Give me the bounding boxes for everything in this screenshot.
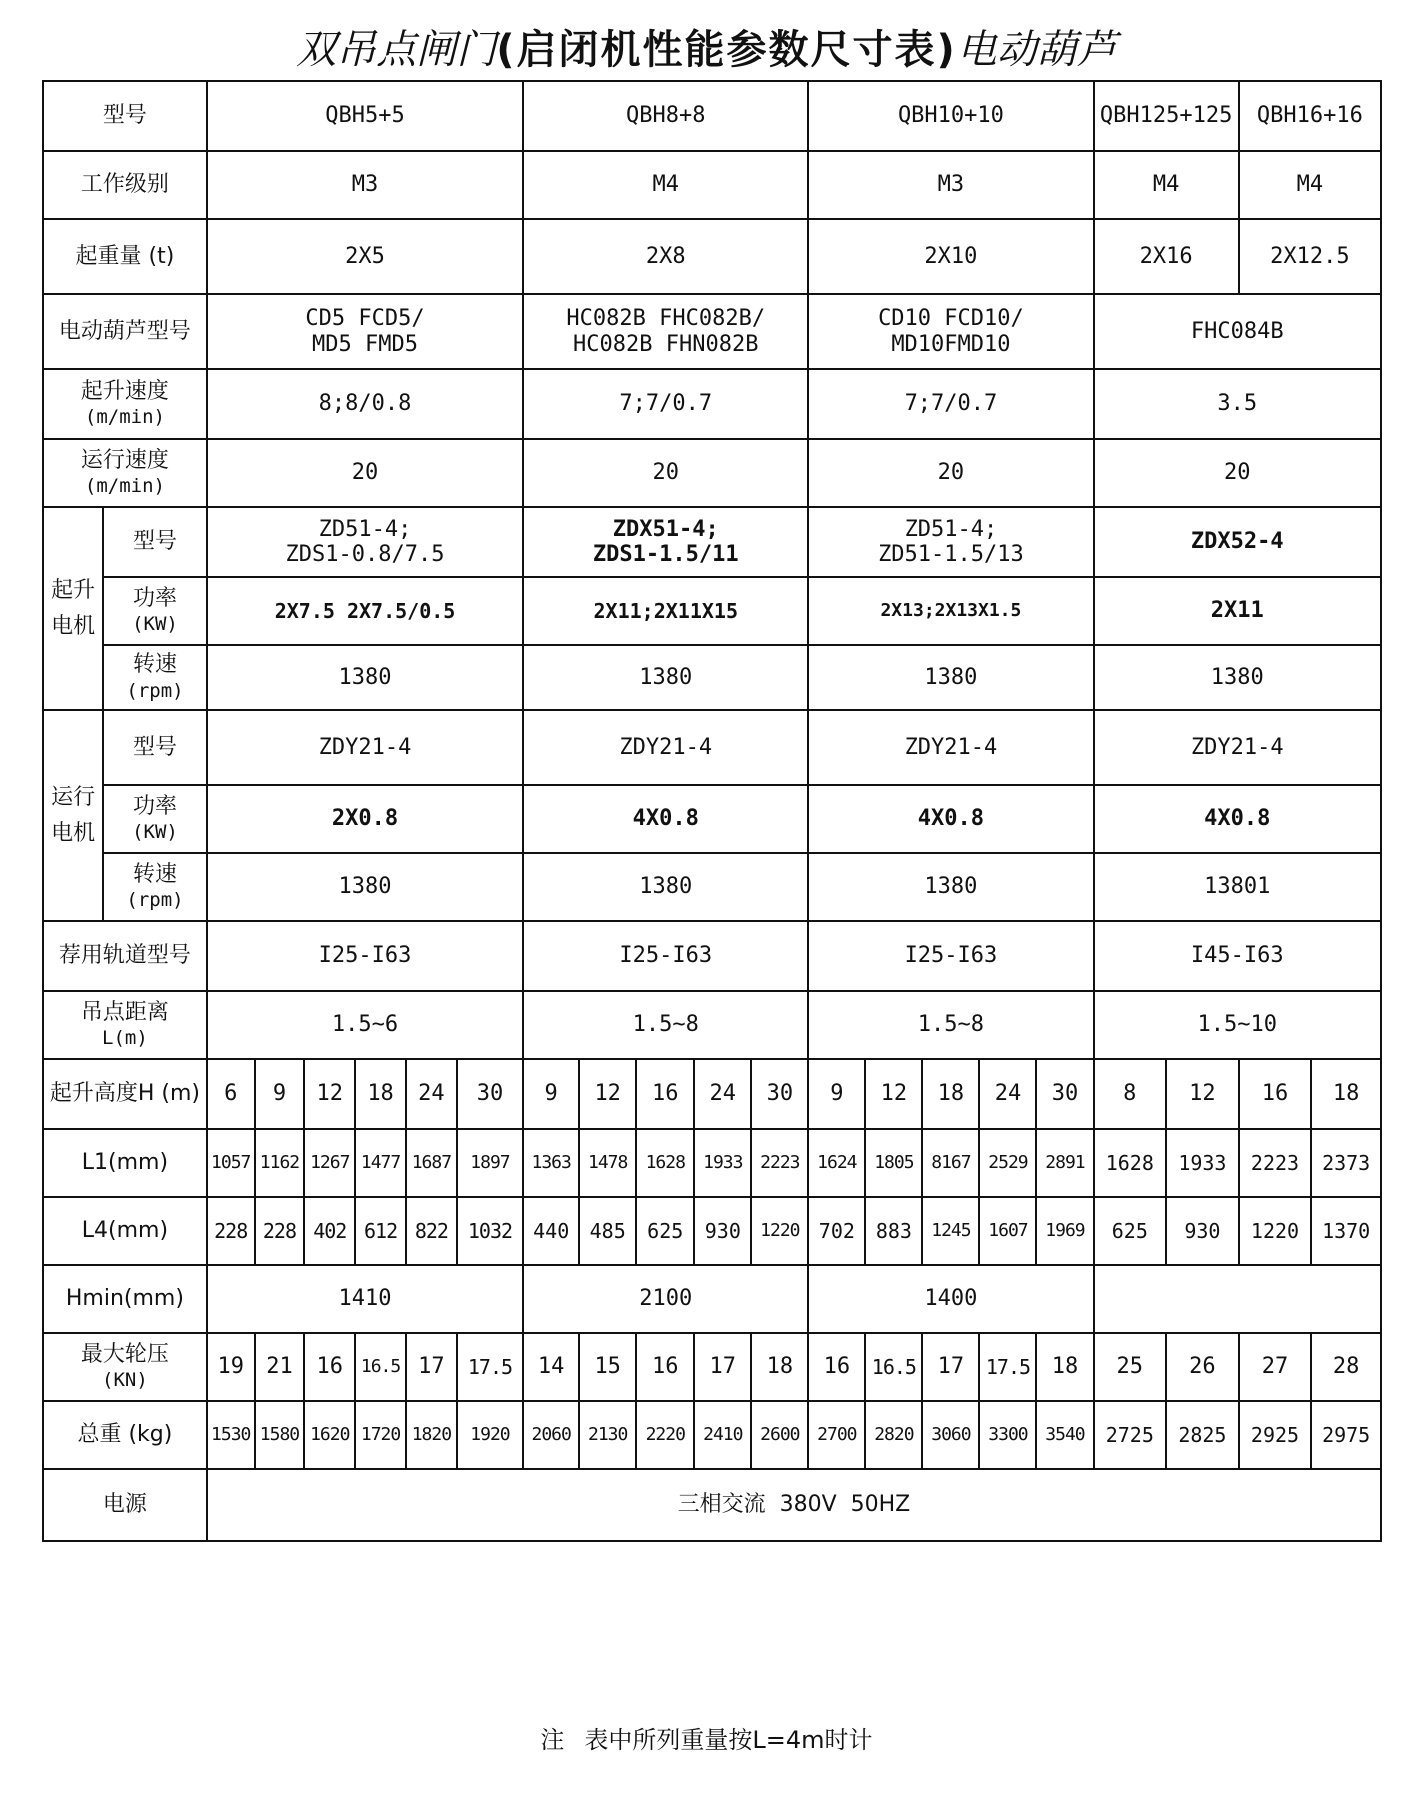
cell: 9 bbox=[808, 1059, 865, 1129]
cell: 2220 bbox=[636, 1401, 694, 1469]
cell: 1267 bbox=[304, 1129, 355, 1197]
model-4: QBH125+125 bbox=[1094, 81, 1239, 151]
cell: 4X0.8 bbox=[523, 785, 808, 853]
cell: 1920 bbox=[457, 1401, 523, 1469]
cell: 2891 bbox=[1036, 1129, 1093, 1197]
cell: CD10 FCD10/ MD10FMD10 bbox=[808, 294, 1093, 369]
handwritten-title-left: 双吊点闸门 bbox=[296, 27, 497, 73]
cell: 930 bbox=[694, 1197, 751, 1265]
cell: 1805 bbox=[865, 1129, 922, 1197]
cell: 625 bbox=[1094, 1197, 1167, 1265]
cell: 1380 bbox=[523, 645, 808, 710]
row-hmin bbox=[43, 1265, 1381, 1333]
cell: 1933 bbox=[1166, 1129, 1239, 1197]
cell: 1628 bbox=[636, 1129, 694, 1197]
cell: 12 bbox=[579, 1059, 636, 1129]
cell: 440 bbox=[523, 1197, 579, 1265]
label-unit: (KN) bbox=[102, 1369, 148, 1391]
label-text: 转速 bbox=[132, 652, 177, 678]
cell: 1245 bbox=[922, 1197, 979, 1265]
cell: 7;7/0.7 bbox=[808, 369, 1093, 439]
label-unit: (m/min) bbox=[84, 406, 165, 428]
cell: 930 bbox=[1166, 1197, 1239, 1265]
cell: 8167 bbox=[922, 1129, 979, 1197]
cell: 24 bbox=[694, 1059, 751, 1129]
cell: 2X13;2X13X1.5 bbox=[808, 577, 1093, 645]
cell: 1400 bbox=[808, 1265, 1093, 1333]
cell: M3 bbox=[808, 151, 1093, 219]
row-model bbox=[43, 81, 1381, 151]
cell: 3540 bbox=[1036, 1401, 1093, 1469]
handwritten-title-right: 电动葫芦 bbox=[956, 27, 1117, 73]
row-travel-speed bbox=[43, 439, 1381, 507]
cell: 2975 bbox=[1311, 1401, 1381, 1469]
label-text: 功率 bbox=[132, 793, 177, 819]
cell: 1032 bbox=[457, 1197, 523, 1265]
cell: 18 bbox=[922, 1059, 979, 1129]
cell: 1.5~6 bbox=[207, 991, 523, 1059]
cell: 1897 bbox=[457, 1129, 523, 1197]
label-unit: (KW) bbox=[132, 821, 178, 843]
cell: 1380 bbox=[1094, 645, 1382, 710]
cell: 1380 bbox=[207, 853, 523, 921]
cell: ZDX51-4; ZDS1-1.5/11 bbox=[523, 507, 808, 577]
cell: 18 bbox=[1311, 1059, 1381, 1129]
row-lift-speed bbox=[43, 369, 1381, 439]
cell: 28 bbox=[1311, 1333, 1381, 1401]
cell: 3.5 bbox=[1094, 369, 1382, 439]
cell: 1530 bbox=[207, 1401, 255, 1469]
group-lift-motor: 起升 电机 bbox=[43, 507, 103, 710]
cell: 24 bbox=[406, 1059, 457, 1129]
label-weight: 总重 (kg) bbox=[43, 1401, 207, 1469]
cell: 702 bbox=[808, 1197, 865, 1265]
cell: 1620 bbox=[304, 1401, 355, 1469]
cell: 1478 bbox=[579, 1129, 636, 1197]
cell: 228 bbox=[255, 1197, 305, 1265]
cell: 2410 bbox=[694, 1401, 751, 1469]
cell: 1628 bbox=[1094, 1129, 1167, 1197]
cell: 8;8/0.8 bbox=[207, 369, 523, 439]
cell: 1380 bbox=[207, 645, 523, 710]
cell: 2373 bbox=[1311, 1129, 1381, 1197]
cell: 12 bbox=[304, 1059, 355, 1129]
spec-table bbox=[42, 80, 1382, 1542]
row-l4 bbox=[43, 1197, 1381, 1265]
cell: M3 bbox=[207, 151, 523, 219]
cell: 2725 bbox=[1094, 1401, 1167, 1469]
cell: 16 bbox=[808, 1333, 865, 1401]
cell: 18 bbox=[751, 1333, 808, 1401]
cell: 16 bbox=[636, 1059, 694, 1129]
cell: 2820 bbox=[865, 1401, 922, 1469]
cell: 1720 bbox=[355, 1401, 406, 1469]
cell: 1580 bbox=[255, 1401, 305, 1469]
cell: 1220 bbox=[1239, 1197, 1312, 1265]
cell: 883 bbox=[865, 1197, 922, 1265]
label-text: 转速 bbox=[132, 861, 177, 887]
row-lift-motor-power bbox=[43, 577, 1381, 645]
cell: 30 bbox=[457, 1059, 523, 1129]
row-lift-motor-speed bbox=[43, 645, 1381, 710]
cell: 2825 bbox=[1166, 1401, 1239, 1469]
cell: 1410 bbox=[207, 1265, 523, 1333]
cell: 9 bbox=[255, 1059, 305, 1129]
cell: 2925 bbox=[1239, 1401, 1312, 1469]
row-hoist-type bbox=[43, 294, 1381, 369]
cell: 2X10 bbox=[808, 219, 1093, 294]
cell: 2529 bbox=[979, 1129, 1036, 1197]
cell: 25 bbox=[1094, 1333, 1167, 1401]
cell: 3060 bbox=[922, 1401, 979, 1469]
cell: 2223 bbox=[1239, 1129, 1312, 1197]
label-lift-speed bbox=[43, 369, 207, 439]
row-power-supply bbox=[43, 1469, 1381, 1541]
cell: 1380 bbox=[808, 645, 1093, 710]
row-l1 bbox=[43, 1129, 1381, 1197]
cell: 2X12.5 bbox=[1239, 219, 1381, 294]
row-travel-motor-type bbox=[43, 710, 1381, 785]
cell: 18 bbox=[355, 1059, 406, 1129]
cell: I25-I63 bbox=[523, 921, 808, 991]
label-travel-motor-type: 型号 bbox=[103, 710, 207, 785]
cell: 2X8 bbox=[523, 219, 808, 294]
label-hoist-type: 电动葫芦型号 bbox=[43, 294, 207, 369]
cell: 13801 bbox=[1094, 853, 1382, 921]
cell: 1363 bbox=[523, 1129, 579, 1197]
label-track: 荐用轨道型号 bbox=[43, 921, 207, 991]
cell: 17 bbox=[922, 1333, 979, 1401]
row-lift-height bbox=[43, 1059, 1381, 1129]
cell: ZD51-4; ZD51-1.5/13 bbox=[808, 507, 1093, 577]
cell: 1687 bbox=[406, 1129, 457, 1197]
cell: 2X0.8 bbox=[207, 785, 523, 853]
footnote-prefix: 注 bbox=[540, 1726, 565, 1754]
cell: 1057 bbox=[207, 1129, 255, 1197]
cell: 2700 bbox=[808, 1401, 865, 1469]
cell: 17.5 bbox=[457, 1333, 523, 1401]
cell: I45-I63 bbox=[1094, 921, 1382, 991]
cell: 2X7.5 2X7.5/0.5 bbox=[207, 577, 523, 645]
cell: 20 bbox=[1094, 439, 1382, 507]
cell: 2X16 bbox=[1094, 219, 1239, 294]
label-hook-distance bbox=[43, 991, 207, 1059]
model-5: QBH16+16 bbox=[1239, 81, 1381, 151]
cell: 1933 bbox=[694, 1129, 751, 1197]
footnote bbox=[0, 1720, 1413, 1755]
row-track bbox=[43, 921, 1381, 991]
label-text: 功率 bbox=[132, 585, 177, 611]
cell: 20 bbox=[808, 439, 1093, 507]
row-work-class bbox=[43, 151, 1381, 219]
cell: 26 bbox=[1166, 1333, 1239, 1401]
label-unit: (m/min) bbox=[84, 475, 165, 497]
cell: 6 bbox=[207, 1059, 255, 1129]
cell: 17.5 bbox=[979, 1333, 1036, 1401]
label-model: 型号 bbox=[43, 81, 207, 151]
label-travel-speed bbox=[43, 439, 207, 507]
model-2: QBH8+8 bbox=[523, 81, 808, 151]
cell: 2060 bbox=[523, 1401, 579, 1469]
cell: 1370 bbox=[1311, 1197, 1381, 1265]
label-text: 起升速度 bbox=[80, 378, 169, 404]
cell: 7;7/0.7 bbox=[523, 369, 808, 439]
cell: 17 bbox=[406, 1333, 457, 1401]
row-max-wheel bbox=[43, 1333, 1381, 1401]
label-work-class: 工作级别 bbox=[43, 151, 207, 219]
cell: HC082B FHC082B/ HC082B FHN082B bbox=[523, 294, 808, 369]
cell: 16 bbox=[1239, 1059, 1312, 1129]
cell: 1969 bbox=[1036, 1197, 1093, 1265]
cell: 2100 bbox=[523, 1265, 808, 1333]
cell: M4 bbox=[1239, 151, 1381, 219]
cell: 1.5~8 bbox=[523, 991, 808, 1059]
cell: 2X5 bbox=[207, 219, 523, 294]
cell: 8 bbox=[1094, 1059, 1167, 1129]
cell: 1477 bbox=[355, 1129, 406, 1197]
cell: 2130 bbox=[579, 1401, 636, 1469]
label-unit: L(m) bbox=[102, 1027, 148, 1049]
cell: 1380 bbox=[523, 853, 808, 921]
cell: 4X0.8 bbox=[808, 785, 1093, 853]
page-title bbox=[0, 18, 1413, 75]
cell: 3300 bbox=[979, 1401, 1036, 1469]
row-capacity bbox=[43, 219, 1381, 294]
row-lift-motor-type bbox=[43, 507, 1381, 577]
cell: 16.5 bbox=[355, 1333, 406, 1401]
cell: 21 bbox=[255, 1333, 305, 1401]
cell: 1162 bbox=[255, 1129, 305, 1197]
label-lift-motor-speed bbox=[103, 645, 207, 710]
cell: 485 bbox=[579, 1197, 636, 1265]
label-unit: (rpm) bbox=[126, 889, 184, 911]
row-travel-motor-speed bbox=[43, 853, 1381, 921]
label-text: 运行速度 bbox=[80, 447, 169, 473]
cell: I25-I63 bbox=[207, 921, 523, 991]
label-unit: (KW) bbox=[132, 613, 178, 635]
label-lift-motor-type: 型号 bbox=[103, 507, 207, 577]
label-power-supply: 电源 bbox=[43, 1469, 207, 1541]
cell: ZDY21-4 bbox=[808, 710, 1093, 785]
model-3: QBH10+10 bbox=[808, 81, 1093, 151]
cell: 625 bbox=[636, 1197, 694, 1265]
cell: ZDY21-4 bbox=[523, 710, 808, 785]
cell: 402 bbox=[304, 1197, 355, 1265]
label-unit: (rpm) bbox=[126, 679, 184, 702]
row-hook-distance bbox=[43, 991, 1381, 1059]
cell: 2X11;2X11X15 bbox=[523, 577, 808, 645]
cell: 30 bbox=[1036, 1059, 1093, 1129]
label-travel-motor-power bbox=[103, 785, 207, 853]
label-text: 吊点距离 bbox=[80, 999, 169, 1025]
cell: 2600 bbox=[751, 1401, 808, 1469]
printed-title: (启闭机性能参数尺寸表) bbox=[496, 27, 957, 73]
cell: 17 bbox=[694, 1333, 751, 1401]
cell bbox=[1094, 1265, 1382, 1333]
cell: 1220 bbox=[751, 1197, 808, 1265]
cell: ZDY21-4 bbox=[207, 710, 523, 785]
cell: 19 bbox=[207, 1333, 255, 1401]
cell: 20 bbox=[523, 439, 808, 507]
cell: 2223 bbox=[751, 1129, 808, 1197]
cell: 16 bbox=[636, 1333, 694, 1401]
cell: FHC084B bbox=[1094, 294, 1382, 369]
label-travel-motor-speed bbox=[103, 853, 207, 921]
label-text: 最大轮压 bbox=[80, 1341, 169, 1367]
cell: 1607 bbox=[979, 1197, 1036, 1265]
cell: ZDY21-4 bbox=[1094, 710, 1382, 785]
cell: CD5 FCD5/ MD5 FMD5 bbox=[207, 294, 523, 369]
label-max-wheel bbox=[43, 1333, 207, 1401]
group-travel-motor: 运行 电机 bbox=[43, 710, 103, 921]
model-1: QBH5+5 bbox=[207, 81, 523, 151]
cell: 612 bbox=[355, 1197, 406, 1265]
cell: 2X11 bbox=[1094, 577, 1382, 645]
cell: 1624 bbox=[808, 1129, 865, 1197]
cell: 4X0.8 bbox=[1094, 785, 1382, 853]
cell: 1820 bbox=[406, 1401, 457, 1469]
cell: 822 bbox=[406, 1197, 457, 1265]
cell: 20 bbox=[207, 439, 523, 507]
label-lift-motor-power bbox=[103, 577, 207, 645]
cell: 15 bbox=[579, 1333, 636, 1401]
cell: 1.5~10 bbox=[1094, 991, 1382, 1059]
cell: 228 bbox=[207, 1197, 255, 1265]
cell: 24 bbox=[979, 1059, 1036, 1129]
cell: 27 bbox=[1239, 1333, 1312, 1401]
cell: 30 bbox=[751, 1059, 808, 1129]
cell: ZD51-4; ZDS1-0.8/7.5 bbox=[207, 507, 523, 577]
footnote-text: 表中所列重量按L=4m时计 bbox=[584, 1726, 873, 1754]
cell: 14 bbox=[523, 1333, 579, 1401]
label-l1: L1(mm) bbox=[43, 1129, 207, 1197]
cell: ZDX52-4 bbox=[1094, 507, 1382, 577]
cell: 16.5 bbox=[865, 1333, 922, 1401]
row-travel-motor-power bbox=[43, 785, 1381, 853]
label-hmin: Hmin(mm) bbox=[43, 1265, 207, 1333]
cell: 12 bbox=[865, 1059, 922, 1129]
label-l4: L4(mm) bbox=[43, 1197, 207, 1265]
cell: 1.5~8 bbox=[808, 991, 1093, 1059]
cell: I25-I63 bbox=[808, 921, 1093, 991]
cell: 18 bbox=[1036, 1333, 1093, 1401]
label-lift-height: 起升高度H (m) bbox=[43, 1059, 207, 1129]
row-weight bbox=[43, 1401, 1381, 1469]
cell: 9 bbox=[523, 1059, 579, 1129]
label-capacity: 起重量 (t) bbox=[43, 219, 207, 294]
power-supply-value: 三相交流 380V 50HZ bbox=[207, 1469, 1381, 1541]
cell: 1380 bbox=[808, 853, 1093, 921]
cell: M4 bbox=[1094, 151, 1239, 219]
cell: M4 bbox=[523, 151, 808, 219]
cell: 16 bbox=[304, 1333, 355, 1401]
cell: 12 bbox=[1166, 1059, 1239, 1129]
